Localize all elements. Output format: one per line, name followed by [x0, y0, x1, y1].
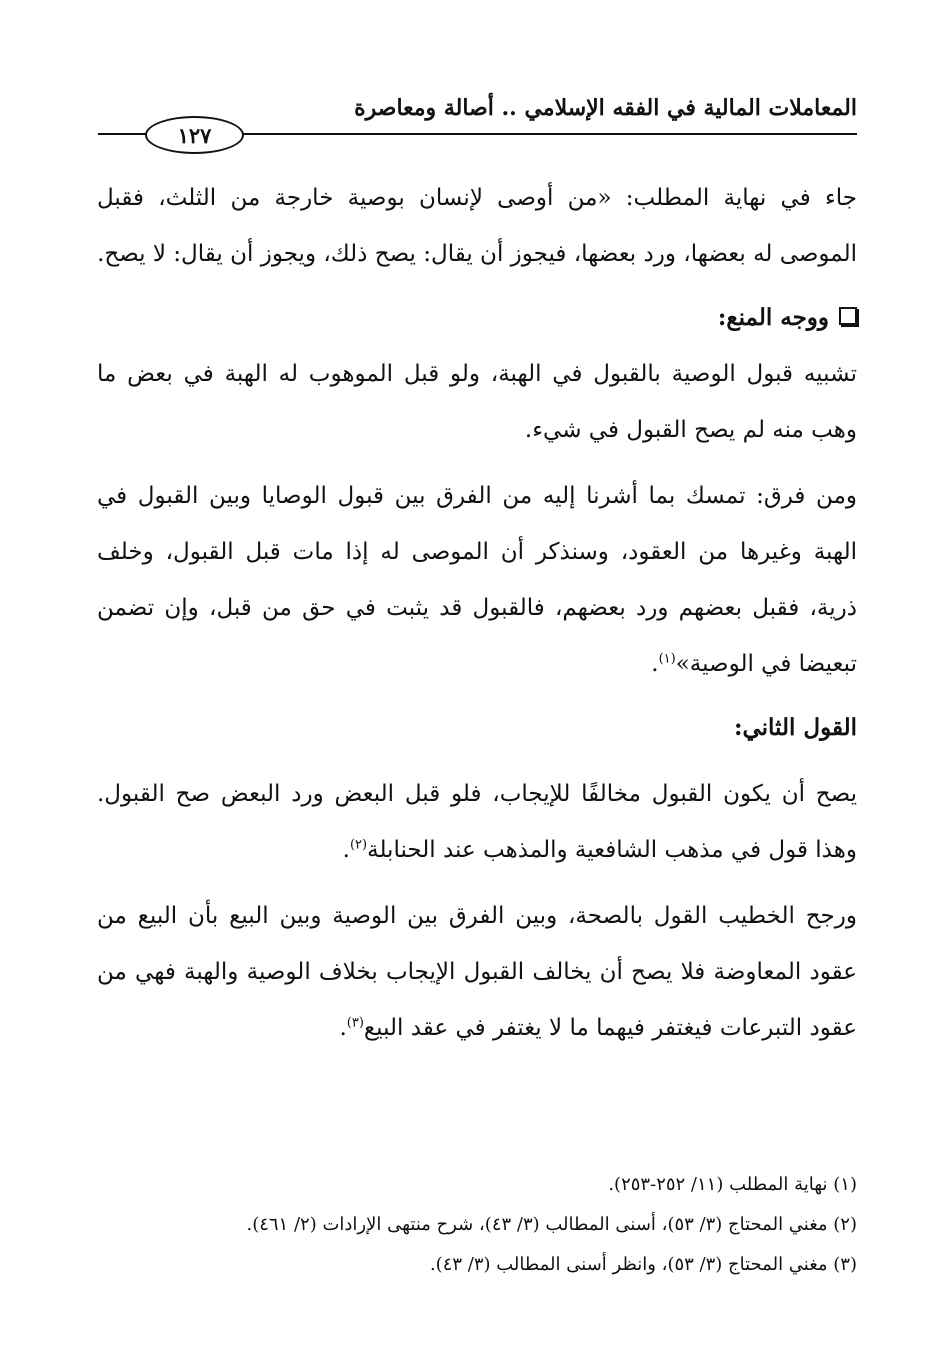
section-heading-second-opinion: القول الثاني: — [733, 714, 857, 741]
section-heading-prohibition — [97, 290, 857, 346]
checkbox-bullet-icon — [839, 307, 857, 325]
paragraph-second-opinion — [97, 766, 857, 878]
footnote-ref: (٣) — [346, 1015, 364, 1031]
footnote-ref: (٢) — [349, 837, 368, 853]
body-text — [97, 170, 857, 1056]
end-mark: . — [342, 837, 350, 863]
paragraph-reason: تشبيه قبول الوصية بالقبول في الهبة، ولو قبل الموهوب له الهبة في بعض ما وهب منه لم يصح القبول في شيء. — [97, 361, 857, 443]
end-mark: . — [339, 1015, 347, 1041]
paragraph-text: ومن فرق: تمسك بما أشرنا إليه من الفرق بين قبول الوصايا وبين القبول في الهبة وغيرها من العقود، وسنذكر أن الموصى له إذا مات قبل القبول، وخلف ذرية، فقبل بعضهم ورد بعضهم، فالقبول قد يثبت في حق من قبل، وإن تضمن تبعيضا في الوصية» — [97, 483, 857, 677]
footnote-item: (٢) مغني المحتاج (٣/ ٥٣)، أسنى المطالب (٣/ ٤٣)، شرح منتهى الإرادات (٢/ ٤٦١). — [246, 1214, 857, 1235]
footnote-item: (١) نهاية المطلب (١١/ ٢٥٢-٢٥٣). — [608, 1174, 857, 1195]
footnote-item: (٣) مغني المحتاج (٣/ ٥٣)، وانظر أسنى المطالب (٣/ ٤٣). — [429, 1254, 857, 1275]
footnotes — [97, 1165, 857, 1285]
end-mark: . — [651, 651, 659, 677]
paragraph-distinction — [97, 468, 857, 692]
paragraph-text: يصح أن يكون القبول مخالفًا للإيجاب، فلو قبل البعض ورد البعض صح القبول. وهذا قول في مذهب الشافعية والمذهب عند الحنابلة — [97, 781, 857, 863]
paragraph-quote: جاء في نهاية المطلب: «من أوصى لإنسان بوصية خارجة من الثلث، فقبل الموصى له بعضها، ورد بعضها، فيجوز أن يقال: يصح ذلك، ويجوز أن يقال: لا يصح. — [97, 185, 857, 267]
page-number: ١٢٧ — [145, 116, 244, 154]
footnote-ref: (١) — [658, 651, 676, 667]
paragraph-preference — [97, 888, 857, 1056]
paragraph-text: ورجح الخطيب القول بالصحة، وبين الفرق بين الوصية وبين البيع بأن البيع من عقود المعاوضة فلا يصح أن يخالف القبول الإيجاب بخلاف الوصية والهبة فهي من عقود التبرعات فيغتفر فيهما ما لا يغتفر في عقد البيع — [97, 903, 857, 1041]
running-title: المعاملات المالية في الفقه الإسلامي .. أصالة ومعاصرة — [354, 95, 857, 121]
heading-text: ووجه المنع: — [717, 304, 829, 331]
